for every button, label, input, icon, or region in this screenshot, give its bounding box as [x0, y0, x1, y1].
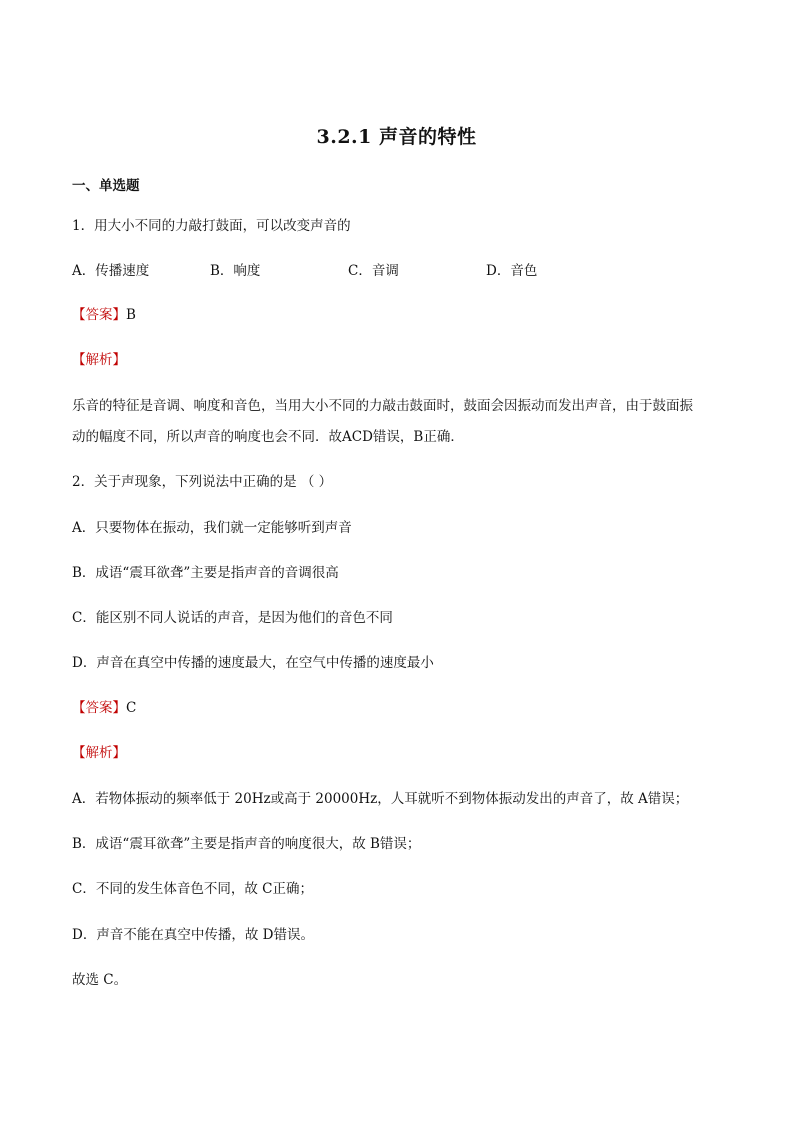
question-1-answer	[72, 306, 136, 324]
question-2-answer	[72, 699, 136, 717]
q2-analysis-line-1: A．若物体振动的频率低于 20Hz或高于 20000Hz，人耳就听不到物体振动发出的声音了，故 A错误；	[72, 791, 689, 807]
question-1-analysis-line-1: 乐音的特征是音调、响度和音色，当用大小不同的力敲击鼓面时，鼓面会因振动而发出声音，由于鼓面振	[72, 398, 693, 414]
answer-tag: 【答案】	[72, 307, 126, 323]
analysis-tag: 【解析】	[72, 352, 126, 368]
q2-analysis-line-3: C．不同的发生体音色不同，故 C正确；	[72, 881, 313, 897]
question-1-options	[72, 262, 732, 280]
answer-tag: 【答案】	[72, 700, 126, 716]
question-2-stem: 2．关于声现象，下列说法中正确的是 （ ）	[72, 474, 333, 490]
q1-option-d: D．音色	[486, 263, 538, 279]
q2-analysis-line-4: D．声音不能在真空中传播，故 D错误。	[72, 927, 314, 943]
q1-option-a: A．传播速度	[72, 263, 150, 279]
q1-option-b: B．响度	[210, 263, 261, 279]
question-1-analysis-line-2: 动的幅度不同，所以声音的响度也会不同．故ACD错误，B正确．	[72, 429, 464, 445]
q2-option-c: C．能区别不同人说话的声音，是因为他们的音色不同	[72, 610, 393, 626]
q2-option-a: A．只要物体在振动，我们就一定能够听到声音	[72, 520, 352, 536]
q2-conclusion: 故选 C。	[72, 972, 128, 988]
question-1-stem: 1．用大小不同的力敲打鼓面，可以改变声音的	[72, 218, 351, 234]
question-2-analysis-tag	[72, 744, 126, 762]
question-1-analysis-tag	[72, 351, 126, 369]
q1-option-c: C．音调	[348, 263, 399, 279]
page-title: 3.2.1 声音的特性	[316, 126, 477, 148]
answer-value: C	[126, 700, 137, 716]
q2-option-d: D．声音在真空中传播的速度最大，在空气中传播的速度最小	[72, 655, 434, 671]
q2-analysis-line-2: B．成语“震耳欲聋”主要是指声音的响度很大，故 B错误；	[72, 836, 421, 852]
q2-option-b: B．成语“震耳欲聋”主要是指声音的音调很高	[72, 565, 339, 581]
analysis-tag: 【解析】	[72, 745, 126, 761]
answer-value: B	[126, 307, 136, 323]
section-heading: 一、单选题	[72, 178, 140, 194]
